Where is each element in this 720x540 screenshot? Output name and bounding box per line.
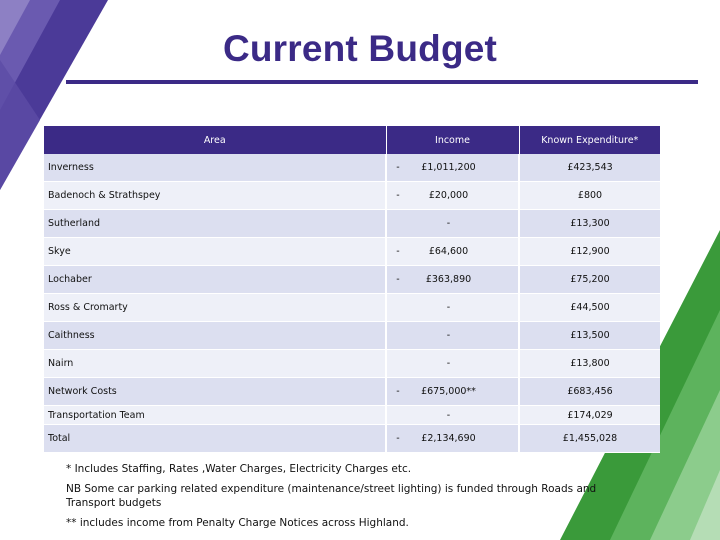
footnote-car-parking: NB Some car parking related expenditure (maintenance/street lighting) is funded through Roads and Transport budgets <box>66 483 597 509</box>
cell-area: Nairn <box>44 350 386 378</box>
cell-area: Sutherland <box>44 210 386 238</box>
cell-expenditure: £1,455,028 <box>519 425 660 453</box>
cell-area: Inverness <box>44 154 386 182</box>
income-value: - <box>446 218 451 229</box>
table-row <box>44 322 660 350</box>
cell-income <box>386 210 519 238</box>
cell-income <box>386 238 519 266</box>
footnote-staffing: * Includes Staffing, Rates ,Water Charges, Electricity Charges etc. <box>66 463 412 475</box>
income-dash: - <box>396 386 400 397</box>
cell-area: Caithness <box>44 322 386 350</box>
cell-income <box>386 322 519 350</box>
cell-area: Badenoch & Strathspey <box>44 182 386 210</box>
cell-area: Total <box>44 425 386 453</box>
footnotes <box>66 462 626 536</box>
table-row <box>44 425 660 453</box>
budget-table <box>44 126 660 453</box>
title-underline <box>66 80 698 84</box>
cell-income <box>386 425 519 453</box>
cell-income <box>386 182 519 210</box>
header-income: Income <box>386 126 519 154</box>
cell-area: Skye <box>44 238 386 266</box>
cell-expenditure: £13,300 <box>519 210 660 238</box>
table-row <box>44 406 660 425</box>
income-value: - <box>446 358 451 369</box>
page-title: Current Budget <box>222 28 498 69</box>
table-row <box>44 294 660 322</box>
income-value: - <box>446 409 451 421</box>
cell-income <box>386 266 519 294</box>
table-row <box>44 154 660 182</box>
table-row <box>44 182 660 210</box>
cell-expenditure: £44,500 <box>519 294 660 322</box>
income-value: £64,600 <box>428 246 469 257</box>
footnote-penalty-charges: ** includes income from Penalty Charge Notices across Highland. <box>66 517 409 529</box>
cell-expenditure: £174,029 <box>519 406 660 425</box>
cell-expenditure: £75,200 <box>519 266 660 294</box>
cell-income <box>386 350 519 378</box>
cell-expenditure: £800 <box>519 182 660 210</box>
header-expenditure: Known Expenditure* <box>519 126 660 154</box>
income-value: £363,890 <box>425 274 472 285</box>
income-dash: - <box>396 246 400 257</box>
cell-income <box>386 294 519 322</box>
cell-area: Transportation Team <box>44 406 386 425</box>
cell-expenditure: £12,900 <box>519 238 660 266</box>
income-dash: - <box>396 274 400 285</box>
table-row <box>44 350 660 378</box>
cell-income <box>386 378 519 406</box>
table-row <box>44 378 660 406</box>
cell-income <box>386 154 519 182</box>
cell-expenditure: £13,500 <box>519 322 660 350</box>
income-dash: - <box>396 190 400 201</box>
income-value: £675,000** <box>421 386 476 397</box>
income-value: £1,011,200 <box>421 162 476 173</box>
cell-expenditure: £423,543 <box>519 154 660 182</box>
income-dash: - <box>396 433 400 444</box>
cell-expenditure: £13,800 <box>519 350 660 378</box>
income-dash: - <box>396 162 400 173</box>
cell-expenditure: £683,456 <box>519 378 660 406</box>
table-header-row <box>44 126 660 154</box>
cell-income <box>386 406 519 425</box>
cell-area: Network Costs <box>44 378 386 406</box>
header-area: Area <box>44 126 386 154</box>
table-row <box>44 266 660 294</box>
table-row <box>44 238 660 266</box>
income-value: - <box>446 330 451 341</box>
income-value: £2,134,690 <box>421 433 476 444</box>
table-row <box>44 210 660 238</box>
cell-area: Lochaber <box>44 266 386 294</box>
cell-area: Ross & Cromarty <box>44 294 386 322</box>
income-value: - <box>446 302 451 313</box>
income-value: £20,000 <box>428 190 469 201</box>
